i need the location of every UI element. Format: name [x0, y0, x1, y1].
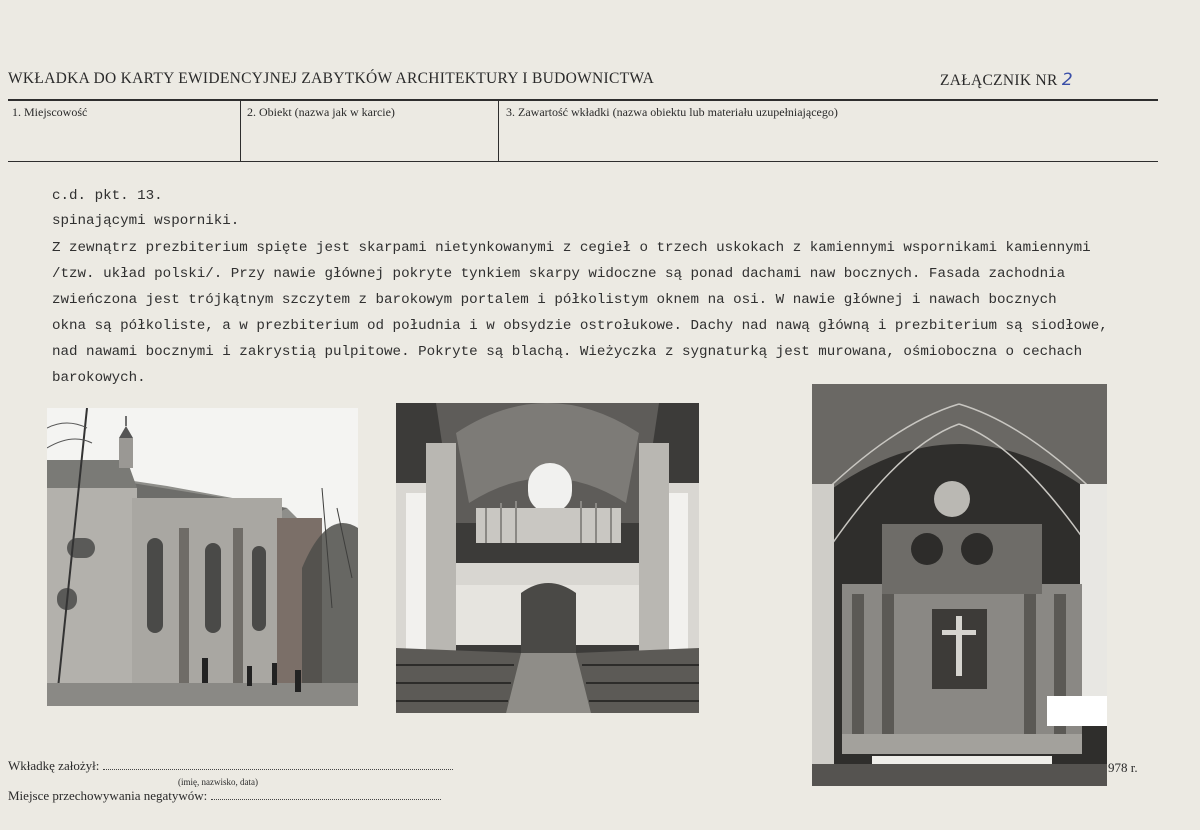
- negatives-field: [8, 788, 441, 804]
- body-line: okna są półkoliste, a w prezbiterium od południa i w obsydzie ostrołukowe. Dachy nad nawą główną i prezbiterium są siodłowe,: [52, 318, 1108, 334]
- year-fragment: 978 r.: [1108, 760, 1138, 775]
- founder-dotted-line[interactable]: [103, 759, 453, 770]
- column-label-contents: 3. Zawartość wkładki (nazwa obiektu lub materiału uzupełniającego): [506, 105, 838, 119]
- church-interior-organ-photo: [396, 403, 699, 713]
- church-exterior-photo: [47, 408, 358, 706]
- body-line: c.d. pkt. 13.: [52, 188, 163, 204]
- body-line: /tzw. układ polski/. Przy nawie głównej pokryte tynkiem skarpy widoczne są ponad dachami naw bocznych. Fasada zachodnia: [52, 266, 1066, 282]
- founder-field: [8, 758, 453, 774]
- column-label-object: 2. Obiekt (nazwa jak w karcie): [247, 105, 395, 119]
- negatives-label: Miejsce przechowywania negatywów:: [8, 788, 208, 803]
- annex-number: 2: [1061, 70, 1073, 90]
- column-divider-1: [240, 100, 241, 162]
- church-main-altar-photo: [812, 384, 1107, 786]
- header-bottom-rule: [8, 161, 1158, 162]
- annex-label: ZAŁĄCZNIK NR 2: [940, 70, 1073, 90]
- negatives-dotted-line[interactable]: [211, 789, 441, 800]
- body-line: nad nawami bocznymi i zakrystią pulpitowe. Pokryte są blachą. Wieżyczka z sygnaturką jest murowana, ośmioboczna o cechach: [52, 344, 1083, 360]
- body-line: zwieńczona jest trójkątnym szczytem z barokowym portalem i półkolistym oknem na osi. W nawie głównej i nawach bocznych: [52, 292, 1057, 308]
- body-line: Z zewnątrz prezbiterium spięte jest skarpami nietynkowanymi z cegieł o trzech uskokach z kamiennymi wspornikami kamiennymi: [52, 240, 1091, 256]
- form-title: WKŁADKA DO KARTY EWIDENCYJNEJ ZABYTKÓW ARCHITEKTURY I BUDOWNICTWA: [8, 70, 655, 87]
- column-divider-2: [498, 100, 499, 162]
- body-line: spinającymi wsporniki.: [52, 213, 240, 229]
- header-top-rule: [8, 99, 1158, 101]
- body-line: barokowych.: [52, 370, 146, 386]
- column-label-location: 1. Miejscowość: [12, 105, 88, 119]
- founder-sublabel: (imię, nazwisko, data): [178, 777, 258, 787]
- founder-label: Wkładkę założył:: [8, 758, 100, 773]
